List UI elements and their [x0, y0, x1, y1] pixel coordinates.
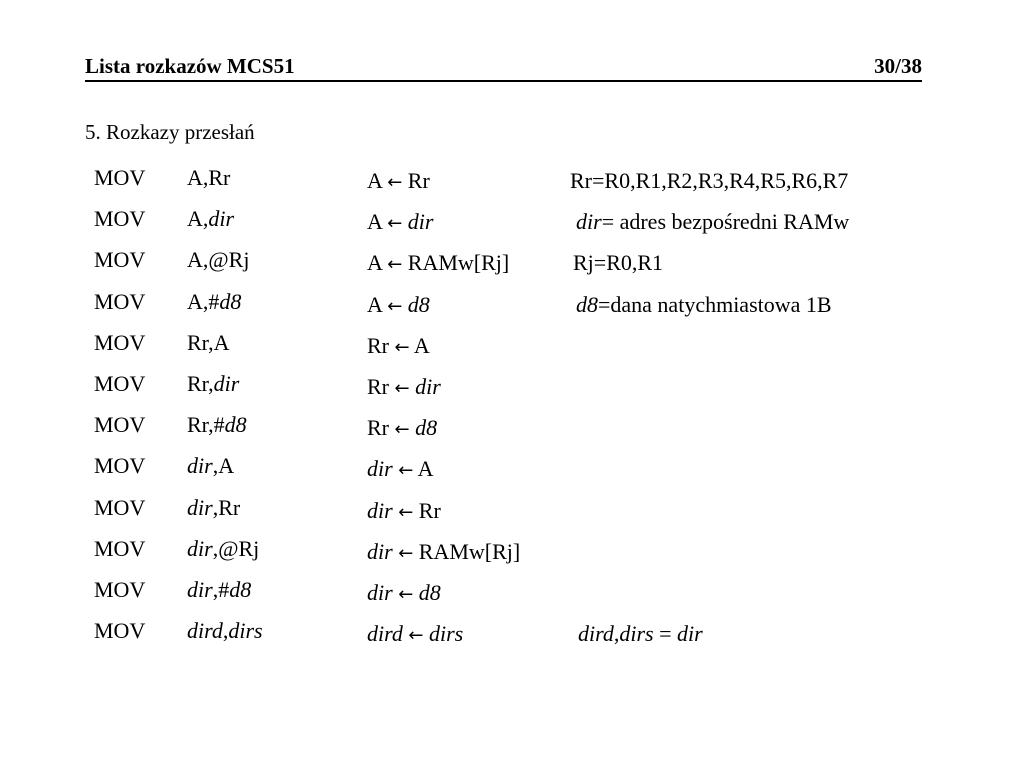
slide-header [85, 52, 922, 82]
operation: dir ← RAMw[Rj] [367, 538, 521, 564]
left-arrow-icon: ← [398, 460, 414, 482]
operation: A ← dir [367, 209, 434, 235]
operation: dir ← A [367, 456, 434, 482]
operation: A ← Rr [367, 168, 430, 193]
left-arrow-icon: ← [387, 172, 403, 193]
left-arrow-icon: ← [394, 377, 410, 399]
operation: Rr ← dir [367, 373, 441, 399]
operands: A,Rr [187, 165, 231, 190]
operands: Rr,A [187, 329, 230, 355]
slide-title: Lista rozkazów MCS51 [85, 54, 295, 78]
operands: dir,A [187, 453, 235, 479]
operation: A ← d8 [367, 291, 430, 317]
left-arrow-icon: ← [394, 336, 410, 358]
operand-note: Rj=R0,R1 [573, 250, 664, 276]
instruction-row [0, 204, 1024, 245]
operation: Rr ← d8 [367, 415, 438, 441]
instruction-row [0, 534, 1024, 575]
operands: dir,#d8 [187, 576, 252, 602]
left-arrow-icon: ← [408, 625, 424, 647]
instruction-row [0, 451, 1024, 492]
operands: A,@Rj [187, 247, 250, 273]
left-arrow-icon: ← [398, 501, 414, 523]
left-arrow-icon: ← [398, 583, 414, 605]
mnemonic: MOV [94, 453, 146, 479]
operands: Rr,#d8 [187, 412, 247, 438]
operands: A,dir [187, 206, 235, 232]
mnemonic: MOV [94, 494, 146, 520]
left-arrow-icon: ← [387, 295, 403, 317]
operands: dir,@Rj [187, 535, 260, 561]
left-arrow-icon: ← [387, 254, 403, 276]
operands: dird,dirs [187, 618, 263, 644]
operand-note: dird,dirs = dir [578, 621, 703, 647]
instruction-row [0, 493, 1024, 534]
mnemonic: MOV [94, 370, 146, 396]
operand-note: Rr=R0,R1,R2,R3,R4,R5,R6,R7 [570, 168, 849, 193]
operation: dir ← d8 [367, 579, 441, 605]
section-heading: 5. Rozkazy przesłań [85, 120, 255, 144]
left-arrow-icon: ← [387, 213, 403, 235]
mnemonic: MOV [94, 165, 146, 190]
left-arrow-icon: ← [398, 542, 414, 564]
operands: A,#d8 [187, 288, 242, 314]
operation: Rr ← A [367, 332, 430, 358]
mnemonic: MOV [94, 576, 146, 602]
operation: A ← RAMw[Rj] [367, 250, 510, 276]
instruction-row [0, 328, 1024, 369]
operation: dir ← Rr [367, 497, 441, 523]
mnemonic: MOV [94, 247, 146, 273]
left-arrow-icon: ← [394, 419, 410, 441]
operation: dird ← dirs [367, 621, 464, 647]
mnemonic: MOV [94, 618, 146, 644]
instruction-row [0, 245, 1024, 286]
instruction-row [0, 575, 1024, 616]
operands: dir,Rr [187, 494, 241, 520]
mnemonic: MOV [94, 329, 146, 355]
instruction-list [0, 163, 1024, 657]
page-number: 30/38 [874, 54, 922, 78]
mnemonic: MOV [94, 288, 146, 314]
instruction-row [0, 163, 1024, 204]
operand-note: d8=dana natychmiastowa 1B [576, 291, 832, 317]
instruction-row [0, 410, 1024, 451]
mnemonic: MOV [94, 412, 146, 438]
instruction-row [0, 287, 1024, 328]
instruction-row [0, 369, 1024, 410]
mnemonic: MOV [94, 206, 146, 232]
instruction-row [0, 616, 1024, 657]
operand-note: dir= adres bezpośredni RAMw [576, 209, 850, 235]
mnemonic: MOV [94, 535, 146, 561]
operands: Rr,dir [187, 370, 240, 396]
